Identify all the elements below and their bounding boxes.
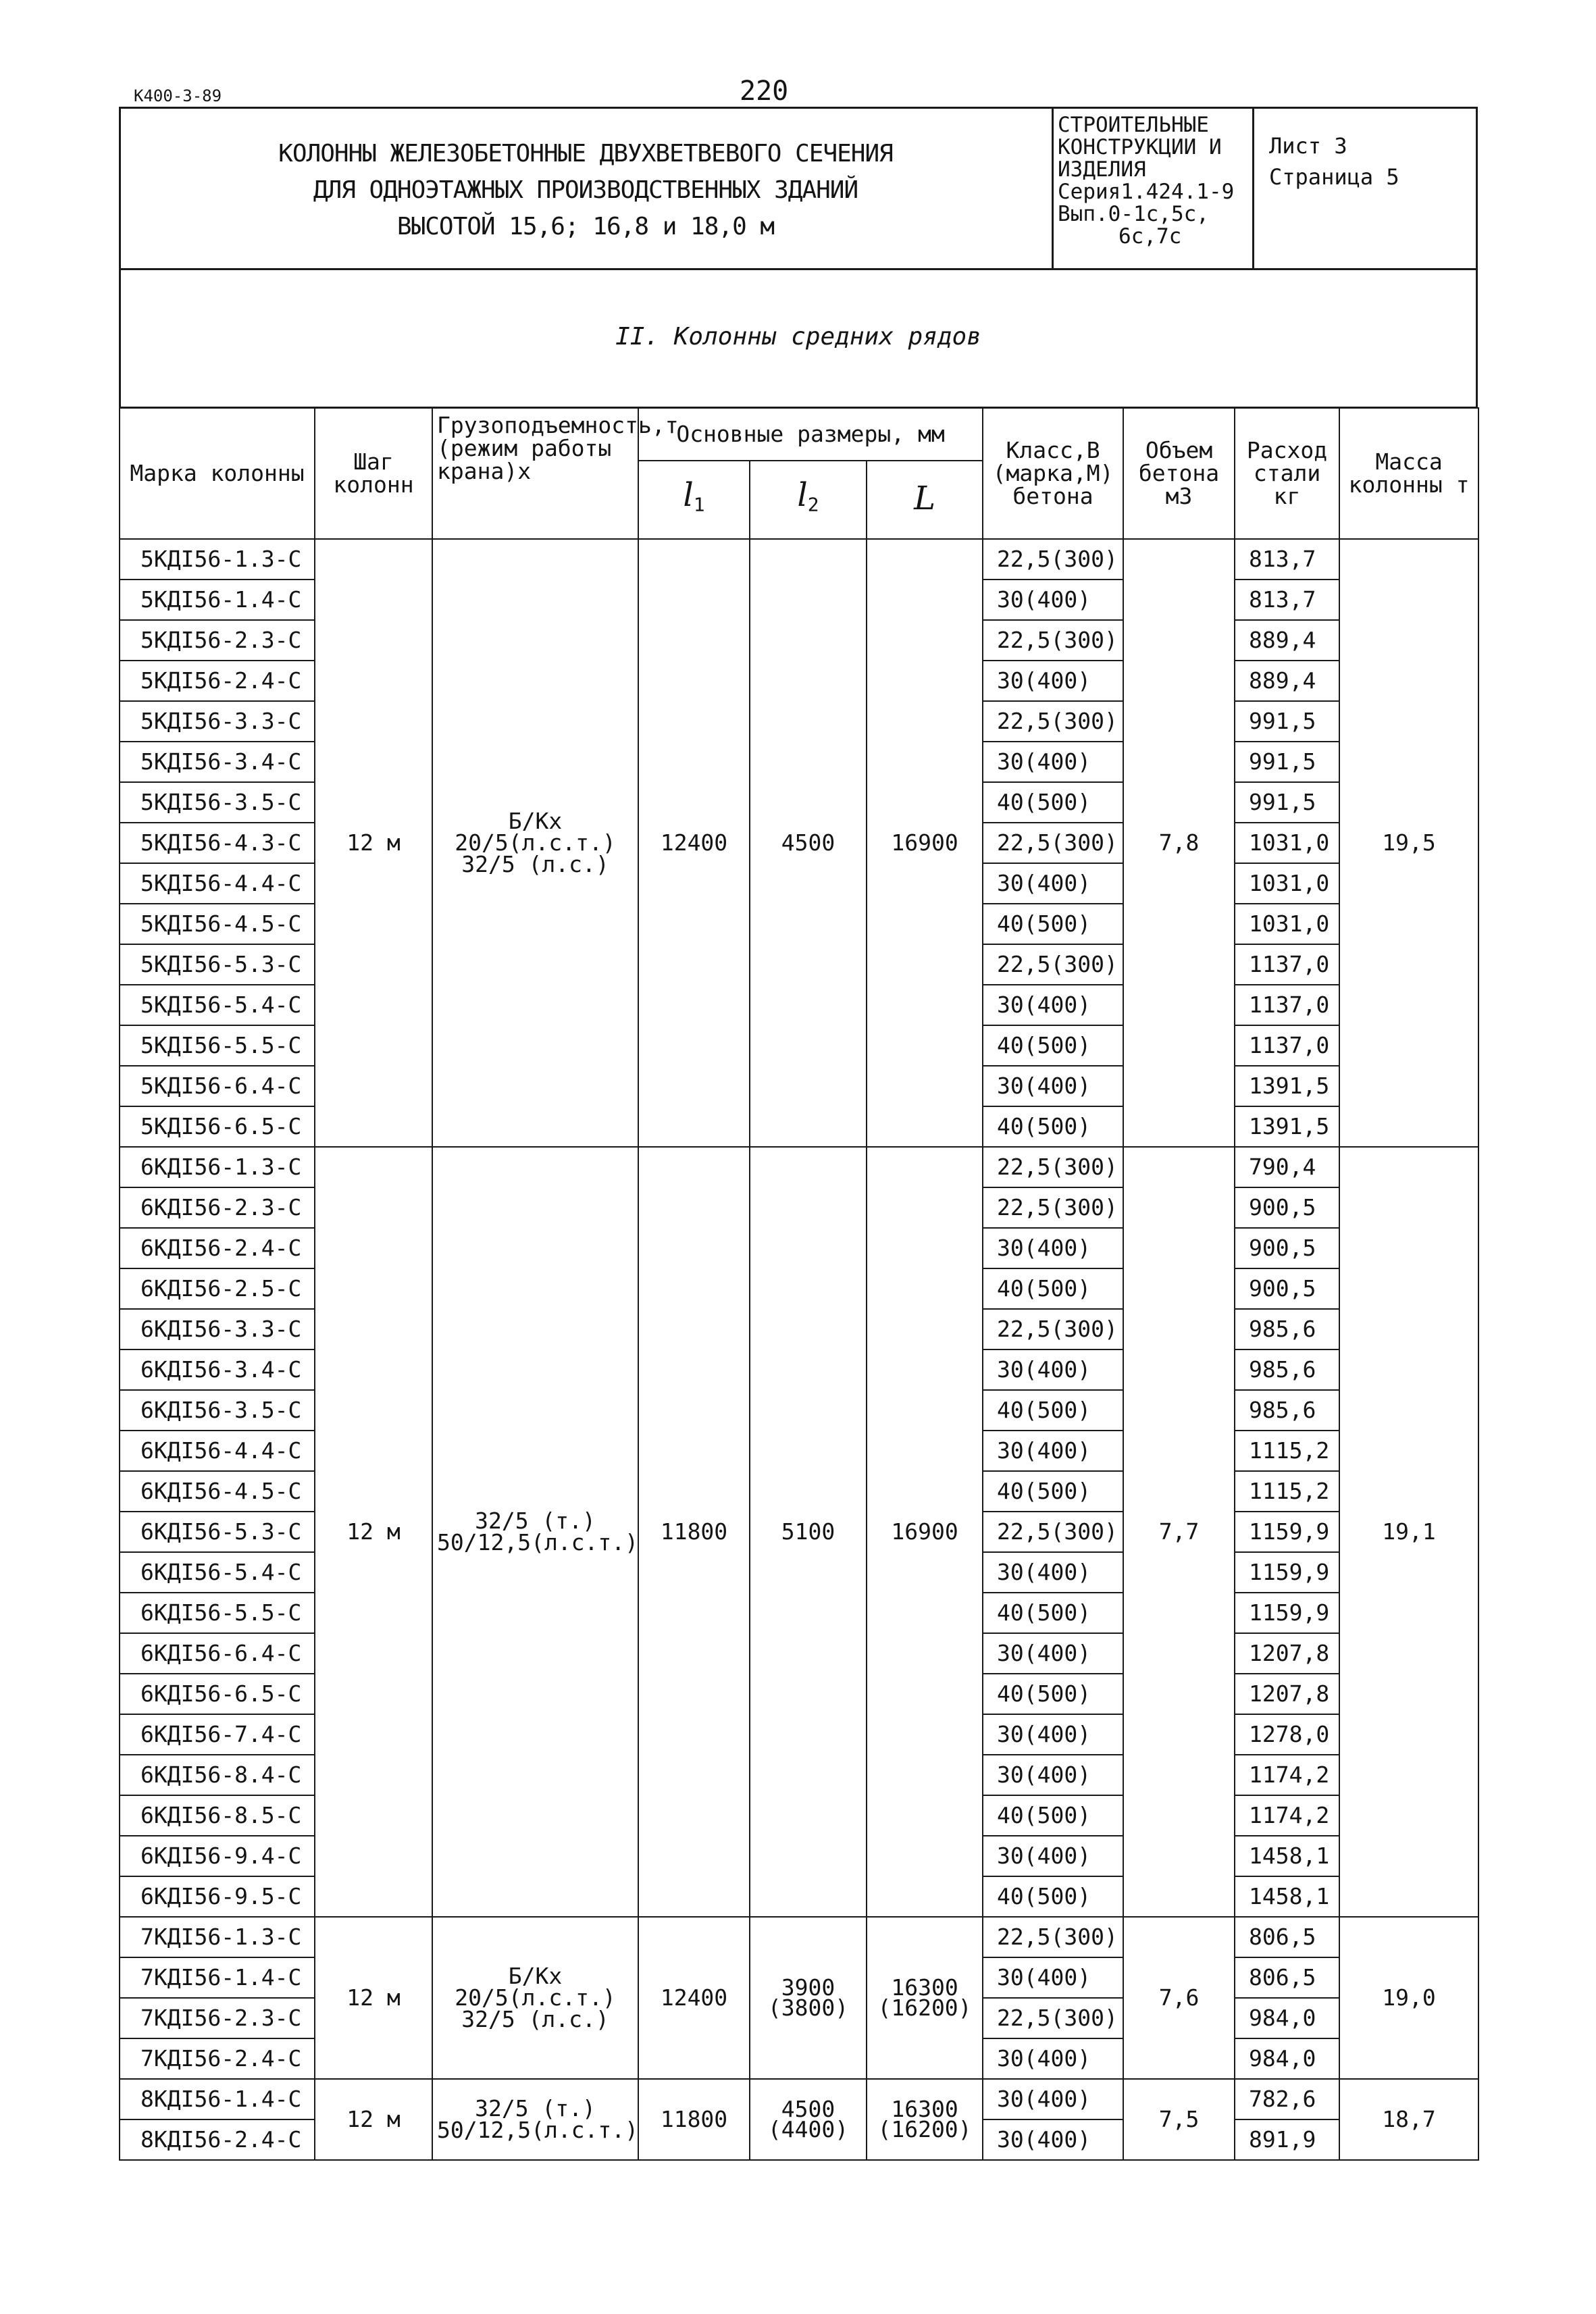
column-mass: 19,5 [1339,539,1478,1147]
steel-consumption: 985,6 [1235,1349,1339,1390]
col-header-mark: Марка колонны [120,408,315,539]
column-mark: 5КДI56-3.5-С [120,782,315,823]
dimension-l2: 4500 (4400) [750,2079,867,2160]
steel-consumption: 1115,2 [1235,1471,1339,1512]
column-mark: 6КДI56-3.4-С [120,1349,315,1390]
table-row [120,1147,1478,1187]
steel-consumption: 900,5 [1235,1268,1339,1309]
column-step: 12 м [315,539,432,1147]
dimension-l2: 3900 (3800) [750,1917,867,2079]
column-mark: 6КДI56-8.5-С [120,1795,315,1836]
col-header-main-dims: Основные размеры, мм [638,408,983,461]
series-line: КОНСТРУКЦИИ И [1058,135,1222,159]
concrete-class: 40(500) [983,904,1123,944]
concrete-class: 22,5(300) [983,1187,1123,1228]
page-number: 220 [740,76,789,107]
steel-consumption: 806,5 [1235,1957,1339,1998]
crane-capacity [432,1917,638,2079]
column-mass: 19,0 [1339,1917,1478,2079]
concrete-class: 40(500) [983,1268,1123,1309]
column-mark: 5КДI56-4.5-С [120,904,315,944]
steel-consumption: 813,7 [1235,580,1339,620]
concrete-class: 22,5(300) [983,1917,1123,1957]
col-header-capacity: Грузоподъемность,т (режим работы крана)х [432,408,638,539]
capacity-line: 50/12,5(л.с.т.) [437,2117,639,2143]
concrete-class: 30(400) [983,580,1123,620]
column-mark: 6КДI56-6.5-С [120,1674,315,1714]
sheet-info [1269,130,1458,192]
series-line: ИЗДЕЛИЯ [1058,157,1146,182]
column-mark: 5КДI56-1.4-С [120,580,315,620]
concrete-class: 40(500) [983,1106,1123,1147]
title-line: ДЛЯ ОДНОЭТАЖНЫХ ПРОИЗВОДСТВЕННЫХ ЗДАНИЙ [313,176,858,204]
column-mark: 6КДI56-1.3-С [120,1147,315,1187]
concrete-class: 30(400) [983,1228,1123,1268]
concrete-class: 22,5(300) [983,1998,1123,2038]
col-header-l2: $l_2$ [750,461,867,539]
document-title [121,136,1050,245]
table-row [120,2079,1478,2119]
crane-capacity [432,2079,638,2160]
steel-consumption: 1115,2 [1235,1431,1339,1471]
column-mark: 6КДI56-2.5-С [120,1268,315,1309]
steel-consumption: 1174,2 [1235,1755,1339,1795]
capacity-line: 32/5 (т.) [475,2095,596,2122]
concrete-class: 22,5(300) [983,701,1123,742]
column-mark: 5КДI56-3.3-С [120,701,315,742]
dimension-l1: 12400 [638,1917,750,2079]
dimension-l1: 12400 [638,539,750,1147]
columns-spec-table [119,407,1479,2161]
concrete-class: 30(400) [983,1552,1123,1593]
steel-consumption: 984,0 [1235,1998,1339,2038]
col-header-steel: Расход стали кг [1235,408,1339,539]
dimension-L: 16300 (16200) [867,2079,983,2160]
column-mark: 5КДI56-2.3-С [120,620,315,661]
dimension-l1: 11800 [638,1147,750,1917]
steel-consumption: 1278,0 [1235,1714,1339,1755]
concrete-class: 22,5(300) [983,1309,1123,1349]
steel-consumption: 1137,0 [1235,1025,1339,1066]
column-mark: 6КДI56-5.3-С [120,1512,315,1552]
col-header-concrete-class: Класс,В (марка,М) бетона [983,408,1123,539]
document-code: К400-3-89 [134,86,222,105]
concrete-volume: 7,6 [1123,1917,1235,2079]
concrete-class: 30(400) [983,1349,1123,1390]
column-mark: 6КДI56-3.3-С [120,1309,315,1349]
series-line: 6с,7с [1118,224,1182,249]
concrete-class: 30(400) [983,1957,1123,1998]
title-line: КОЛОННЫ ЖЕЛЕЗОБЕТОННЫЕ ДВУХВЕТВЕВОГО СЕЧЕНИЯ [278,140,893,168]
column-mark: 5КДI56-6.4-С [120,1066,315,1106]
steel-consumption: 813,7 [1235,539,1339,580]
concrete-class: 30(400) [983,985,1123,1025]
steel-consumption: 985,6 [1235,1309,1339,1349]
concrete-class: 30(400) [983,2119,1123,2160]
concrete-class: 40(500) [983,1593,1123,1633]
steel-consumption: 1159,9 [1235,1512,1339,1552]
concrete-class: 40(500) [983,1876,1123,1917]
column-mark: 6КДI56-6.4-С [120,1633,315,1674]
dimension-l2: 5100 [750,1147,867,1917]
series-line: СТРОИТЕЛЬНЫЕ [1058,113,1209,137]
col-header-L: L [867,461,983,539]
capacity-line: 32/5 (т.) [475,1508,596,1534]
column-mass: 18,7 [1339,2079,1478,2160]
concrete-class: 40(500) [983,1674,1123,1714]
concrete-class: 40(500) [983,1471,1123,1512]
concrete-volume: 7,5 [1123,2079,1235,2160]
concrete-class: 30(400) [983,1755,1123,1795]
steel-consumption: 1031,0 [1235,904,1339,944]
steel-consumption: 891,9 [1235,2119,1339,2160]
steel-consumption: 889,4 [1235,661,1339,701]
column-mark: 5КДI56-5.5-С [120,1025,315,1066]
steel-consumption: 1174,2 [1235,1795,1339,1836]
capacity-line: Б/Кх [508,1963,563,1989]
capacity-line: 50/12,5(л.с.т.) [437,1529,639,1555]
crane-capacity [432,1147,638,1917]
column-mark: 6КДI56-2.4-С [120,1228,315,1268]
column-mark: 6КДI56-2.3-С [120,1187,315,1228]
series-info [1052,109,1254,268]
concrete-class: 22,5(300) [983,539,1123,580]
section-header [119,270,1478,409]
capacity-line: Б/Кх [508,808,563,834]
column-mass: 19,1 [1339,1147,1478,1917]
column-mark: 6КДI56-9.5-С [120,1876,315,1917]
column-mark: 5КДI56-1.3-С [120,539,315,580]
dimension-L: 16900 [867,539,983,1147]
page-label: Страница 5 [1269,164,1399,190]
steel-consumption: 900,5 [1235,1228,1339,1268]
column-mark: 7КДI56-2.3-С [120,1998,315,2038]
steel-consumption: 1207,8 [1235,1633,1339,1674]
dimension-l1: 11800 [638,2079,750,2160]
concrete-class: 30(400) [983,1714,1123,1755]
concrete-class: 40(500) [983,782,1123,823]
dimension-L: 16900 [867,1147,983,1917]
capacity-line: 20/5(л.с.т.) [455,829,616,856]
column-mark: 5КДI56-5.4-С [120,985,315,1025]
concrete-class: 40(500) [983,1025,1123,1066]
column-mark: 6КДI56-5.5-С [120,1593,315,1633]
capacity-line: 20/5(л.с.т.) [455,1984,616,2011]
steel-consumption: 1458,1 [1235,1836,1339,1876]
dimension-L: 16300 (16200) [867,1917,983,2079]
steel-consumption: 889,4 [1235,620,1339,661]
steel-consumption: 806,5 [1235,1917,1339,1957]
steel-consumption: 1031,0 [1235,823,1339,863]
concrete-class: 30(400) [983,2038,1123,2079]
column-mark: 5КДI56-3.4-С [120,742,315,782]
steel-consumption: 900,5 [1235,1187,1339,1228]
concrete-class: 30(400) [983,863,1123,904]
column-mark: 5КДI56-6.5-С [120,1106,315,1147]
steel-consumption: 782,6 [1235,2079,1339,2119]
steel-consumption: 1391,5 [1235,1106,1339,1147]
steel-consumption: 985,6 [1235,1390,1339,1431]
table-row [120,1917,1478,1957]
column-mark: 6КДI56-3.5-С [120,1390,315,1431]
steel-consumption: 1207,8 [1235,1674,1339,1714]
steel-consumption: 991,5 [1235,742,1339,782]
title-block [119,107,1478,270]
column-step: 12 м [315,1147,432,1917]
steel-consumption: 1458,1 [1235,1876,1339,1917]
column-mark: 8КДI56-2.4-С [120,2119,315,2160]
col-header-concrete-volume: Объем бетона м3 [1123,408,1235,539]
column-mark: 6КДI56-8.4-С [120,1755,315,1795]
concrete-volume: 7,7 [1123,1147,1235,1917]
col-header-mass: Масса колонны т [1339,408,1478,539]
concrete-class: 22,5(300) [983,823,1123,863]
column-mark: 6КДI56-5.4-С [120,1552,315,1593]
concrete-class: 30(400) [983,1066,1123,1106]
crane-capacity [432,539,638,1147]
column-mark: 7КДI56-2.4-С [120,2038,315,2079]
sheet-number: Лист 3 [1269,133,1347,159]
capacity-line: 32/5 (л.с.) [461,2006,609,2032]
column-mark: 5КДI56-5.3-С [120,944,315,985]
column-step: 12 м [315,1917,432,2079]
column-mark: 6КДI56-4.5-С [120,1471,315,1512]
concrete-class: 22,5(300) [983,1512,1123,1552]
concrete-class: 40(500) [983,1390,1123,1431]
steel-consumption: 790,4 [1235,1147,1339,1187]
concrete-class: 30(400) [983,2079,1123,2119]
concrete-class: 30(400) [983,742,1123,782]
concrete-class: 40(500) [983,1795,1123,1836]
column-mark: 6КДI56-7.4-С [120,1714,315,1755]
steel-consumption: 1137,0 [1235,944,1339,985]
concrete-class: 22,5(300) [983,944,1123,985]
concrete-class: 30(400) [983,1836,1123,1876]
concrete-class: 30(400) [983,661,1123,701]
steel-consumption: 1031,0 [1235,863,1339,904]
steel-consumption: 991,5 [1235,782,1339,823]
steel-consumption: 1391,5 [1235,1066,1339,1106]
concrete-class: 22,5(300) [983,620,1123,661]
concrete-class: 30(400) [983,1431,1123,1471]
col-header-l1: $l_1$ [638,461,750,539]
steel-consumption: 1159,9 [1235,1552,1339,1593]
series-line: Вып.0-1с,5с, [1058,202,1209,226]
column-mark: 8КДI56-1.4-С [120,2079,315,2119]
column-mark: 6КДI56-9.4-С [120,1836,315,1876]
column-step: 12 м [315,2079,432,2160]
title-line: ВЫСОТОЙ 15,6; 16,8 и 18,0 м [396,213,775,240]
series-line: Серия1.424.1-9 [1058,180,1235,204]
concrete-volume: 7,8 [1123,539,1235,1147]
section-title: II. Колонны средних рядов [615,323,981,351]
dimension-l2: 4500 [750,539,867,1147]
steel-consumption: 984,0 [1235,2038,1339,2079]
steel-consumption: 1159,9 [1235,1593,1339,1633]
steel-consumption: 1137,0 [1235,985,1339,1025]
column-mark: 5КДI56-4.4-С [120,863,315,904]
concrete-class: 30(400) [983,1633,1123,1674]
column-mark: 7КДI56-1.4-С [120,1957,315,1998]
column-mark: 5КДI56-2.4-С [120,661,315,701]
steel-consumption: 991,5 [1235,701,1339,742]
column-mark: 5КДI56-4.3-С [120,823,315,863]
column-mark: 6КДI56-4.4-С [120,1431,315,1471]
concrete-class: 22,5(300) [983,1147,1123,1187]
col-header-step: Шаг колонн [315,408,432,539]
capacity-line: 32/5 (л.с.) [461,851,609,877]
table-row [120,539,1478,580]
column-mark: 7КДI56-1.3-С [120,1917,315,1957]
